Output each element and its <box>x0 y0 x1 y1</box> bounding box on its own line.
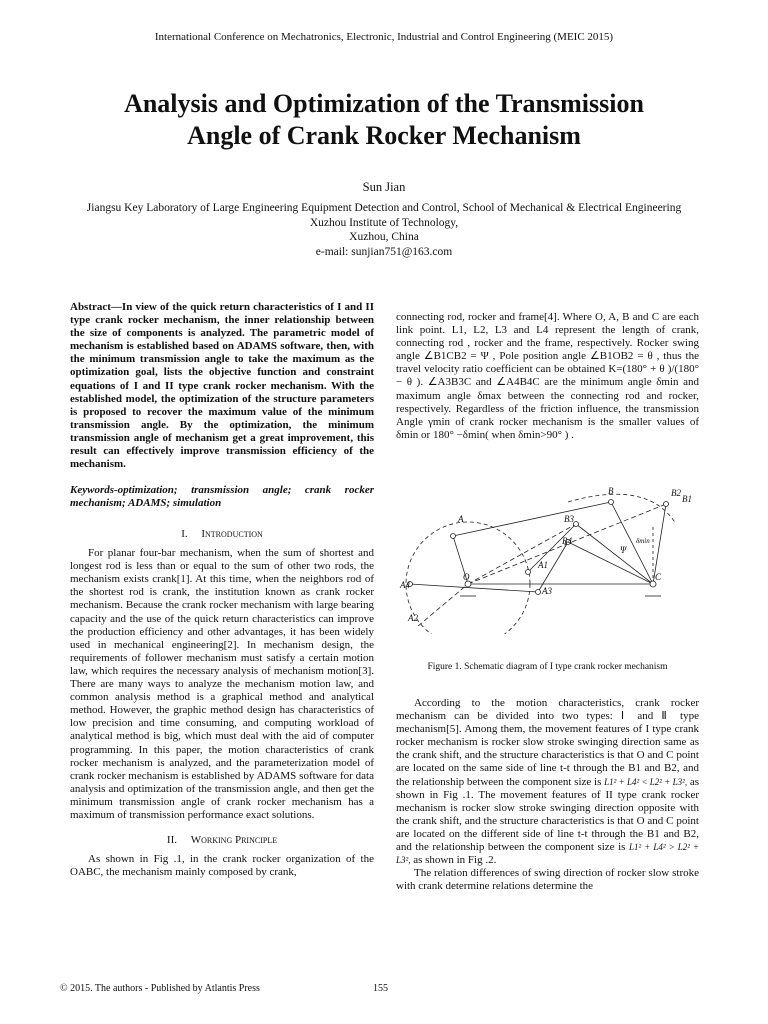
abstract: Abstract—In view of the quick return characteristics of I and II type crank rocker mechanism, the inner relationship between the size of components is analyzed. The parametric model of mechanism is established based on ADAMS software, then, with the minimum transmission angle to take the maximum as the optimization goal, lists the objective function and constraint equations of I and II type crank rocker mechanism. With the established model, the optimization of the structure parameters is proposed to recover the maximum value of the minimum transmission angle. By the optimization, the minimum transmission angle of mechanism get a great improvement, this result can effectively improve transmission efficiency of the mechanism. <box>70 301 374 471</box>
figure-1-diagram <box>398 484 698 634</box>
equation-type-1: L1² + L4² < L2² + L3², <box>604 776 688 787</box>
introduction-text: For planar four-bar mechanism, when the sum of shortest and longest rod is less than or equal to the sum of other two rods, the mechanism exists crank[1]. At this time, when the neighbors rod of the shortest rod is crank, the institution known as crank rocker mechanism. Because the crank rocker mechanism with large bearing capacity and the use of the quick return characteristics can improve the production efficiency and other advantages, it has been widely used in mechanical engineering[2]. In mechanism design, the requirements of follower mechanism must satisfy a certain motion law, which requires the necessary analysis of mechanism motion[3]. There are many ways to analyze the mechanism motion law, and common analysis method is a graphical method and analytical method. However, the graphic method design has characteristics of low precision and time consuming, and computing workload of analytical method is big, which must deal with the aid of computer programming. In this paper, the motion characteristics of crank rocker mechanism is analyzed, and the parameterization model of crank rocker mechanism is established by ADAMS software for data analysis and optimization of the transmission angle, and then get the minimum transmission angle of crank rocker mechanism has a maximum of transmission performance exact solutions. <box>70 547 374 821</box>
conference-header: International Conference on Mechatronics, Electronic, Industrial and Control Engineering (MEIC 2015) <box>154 31 614 43</box>
label-b4: B4 <box>562 536 572 546</box>
label-b3: B3 <box>564 514 574 524</box>
joint-a3 <box>536 590 541 595</box>
right-paragraph-3: The relation differences of swing direction of rocker slow stroke with crank determine relations determine the <box>396 867 699 893</box>
label-c: C <box>655 572 662 582</box>
copyright: © 2015. The authors - Published by Atlantis Press <box>60 983 260 994</box>
working-principle-text: As shown in Fig .1, in the crank rocker organization of the OABC, the mechanism mainly composed by crank, <box>70 853 374 879</box>
link-a4 <box>410 584 538 592</box>
label-a3: A3 <box>542 586 552 596</box>
keywords: Keywords-optimization; transmission angle; crank rocker mechanism; ADAMS; simulation <box>70 484 374 510</box>
rocker-arc <box>568 494 676 524</box>
type2-text: as shown in Fig .1. The movement features of II type crank rocker mechanism is rocker slow stroke swinging direction opposite with the crank shift, and the structure characteristics is that O and C point are located on the different side of line t-t through the B1 and B2, and the relationship between the component size is <box>396 775 700 854</box>
author-email: e-mail: sunjian751@163.com <box>315 245 453 258</box>
joint-a <box>451 534 456 539</box>
joint-b <box>609 500 614 505</box>
right-paragraphs <box>396 697 699 893</box>
joint-b3 <box>574 522 579 527</box>
joint-a1 <box>526 570 531 575</box>
section-number: II. <box>166 834 177 847</box>
section-heading-working-principle <box>70 834 374 847</box>
label-b1: B1 <box>682 494 692 504</box>
affiliation-line-1: Jiangsu Key Laboratory of Large Engineering Equipment Detection and Control, School of Mechanical & Electrical Engineering <box>86 202 682 214</box>
affiliation-line-2: Xuzhou Institute of Technology, <box>309 216 459 229</box>
author-name: Sun Jian <box>362 180 406 194</box>
right-paragraph-2 <box>396 697 699 867</box>
link-ab <box>453 502 611 536</box>
label-b: B <box>608 486 614 496</box>
section-heading-introduction <box>70 528 374 541</box>
section-title: Working Principle <box>190 834 278 847</box>
label-psi: Ψ <box>620 545 627 555</box>
right-paragraph-1: connecting rod, rocker and frame[4]. Where O, A, B and C are each link point. L1, L2, L3 and L4 represent the length of crank, connecting rod , rocker and the frame, respectively. Rocker swing angle ∠B1CB2 = Ψ , Pole position angle ∠B1OB2 = θ , thus the travel velocity ratio coefficient can be obtained K=(180° + θ )/(180° − θ ). ∠A3B3C and ∠A4B4C are the minimum angle δmin and maximum angle δmax between the connecting rod and rocker, respectively. Regardless of the friction influence, the transmission Angle γmin of crank rocker mechanism is the smaller values of δmin or 180° −δmin( when δmin>90° ) . <box>396 311 699 441</box>
label-o: O <box>463 572 470 582</box>
affiliation-line-3: Xuzhou, China <box>349 231 419 243</box>
title-line-2: Angle of Crank Rocker Mechanism <box>187 121 581 150</box>
label-a2: A2 <box>408 613 418 623</box>
section-introduction <box>70 528 374 879</box>
title-line-1: Analysis and Optimization of the Transmission <box>124 89 644 118</box>
line-oa2 <box>418 584 468 626</box>
joint-b1 <box>664 502 669 507</box>
label-b2: B2 <box>671 488 681 498</box>
rocker-b3c <box>576 524 653 584</box>
section-title: Introduction <box>201 528 263 540</box>
types-text: According to the motion characteristics, crank rocker mechanism can be divided into two types: Ⅰ and Ⅱ type mechanism[5]. Among them, the movement features of I type crank rocker mechanism is rocker slow stroke swinging direction same as the crank shift, and the structure characteristics is that O and C point are located on the same side of line t-t through the B1 and B2, and the relationship between the component size is <box>396 697 699 788</box>
equation-type-2: L1² + L4² > L2² + L3², <box>396 842 700 866</box>
rocker-b4c <box>568 542 653 584</box>
page-number: 155 <box>373 983 388 994</box>
author-affiliation <box>70 201 698 259</box>
label-delta-min: δmin <box>636 537 650 545</box>
label-a1: A1 <box>538 560 548 570</box>
paper-title <box>40 88 728 152</box>
section-number: I. <box>181 528 188 540</box>
fig2-ref: as shown in Fig .2. <box>413 854 497 867</box>
label-a4: A4 <box>400 580 410 590</box>
figure-1-caption: Figure 1. Schematic diagram of I type crank rocker mechanism <box>427 662 668 672</box>
link-a1b <box>528 524 576 572</box>
label-a: A <box>458 514 464 524</box>
